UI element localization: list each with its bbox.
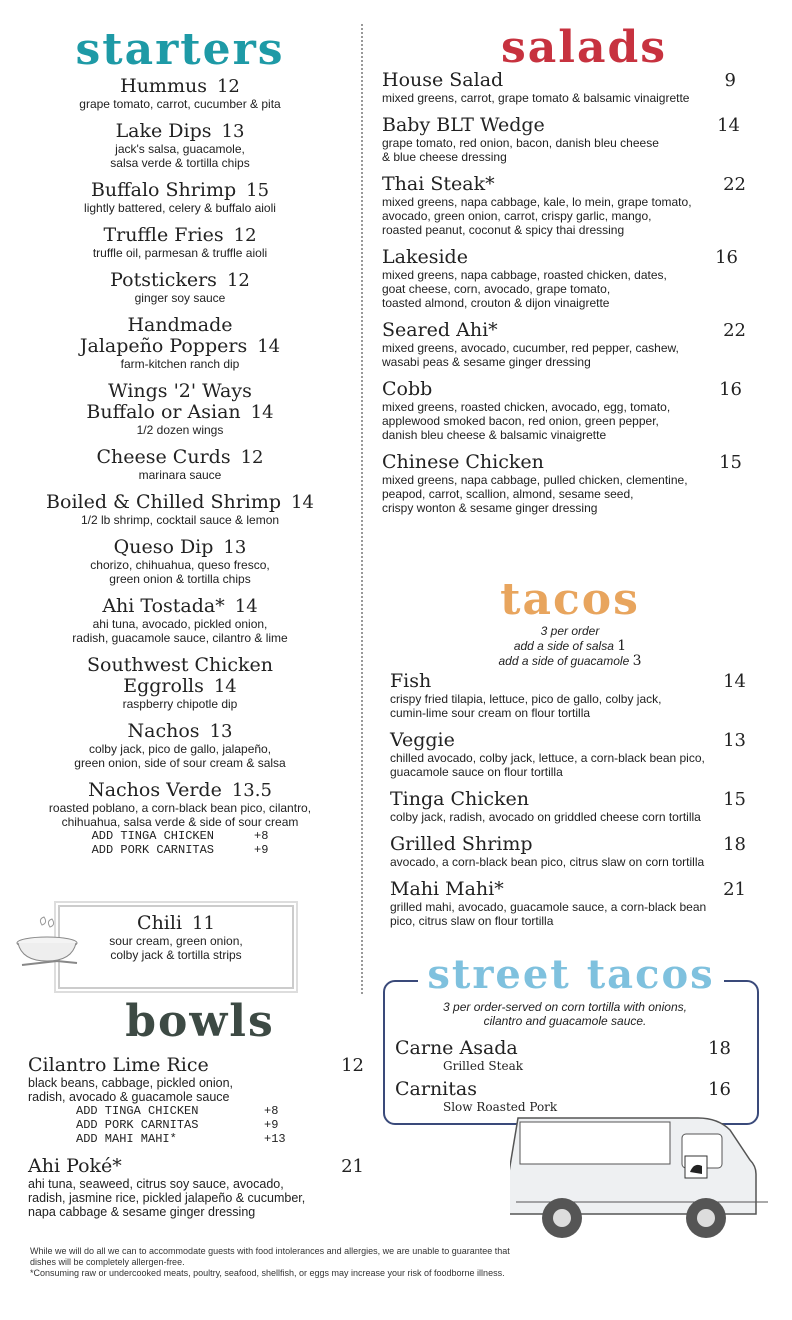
- item-desc: ahi tuna, avocado, pickled onion,: [92, 617, 268, 631]
- item-price: 12: [216, 76, 240, 97]
- tacos-note: 3 per order: [540, 624, 600, 638]
- item-desc: 1/2 lb shrimp, cocktail sauce & lemon: [80, 513, 280, 527]
- menu-item: [20, 596, 340, 645]
- menu-item: [382, 452, 746, 515]
- column-divider: [361, 24, 363, 994]
- addon-row: [28, 1104, 364, 1118]
- item-name: Southwest Chicken: [87, 654, 273, 676]
- item-name: Carnitas: [395, 1078, 477, 1100]
- addon-label: ADD MAHI MAHI*: [76, 1132, 177, 1146]
- tacos-notes: [390, 624, 750, 669]
- item-name: Veggie: [390, 729, 455, 751]
- menu-item: [20, 76, 340, 111]
- item-price: 14: [250, 402, 274, 423]
- addon-label: ADD TINGA CHICKEN: [91, 829, 214, 843]
- addon-price: +9: [264, 1118, 279, 1132]
- menu-item: [382, 115, 746, 164]
- addon-row: [28, 1118, 364, 1132]
- item-desc: avocado, green onion, carrot, crispy garlic, mango,: [382, 209, 652, 223]
- item-desc: radish, avocado & guacamole sauce: [28, 1090, 230, 1104]
- item-desc: crispy wonton & sesame ginger dressing: [382, 501, 598, 515]
- item-price: 15: [723, 789, 746, 810]
- item-name: Mahi Mahi*: [390, 878, 504, 900]
- item-name-line2: Jalapeño Poppers: [79, 335, 248, 357]
- menu-item: [20, 537, 340, 586]
- item-price: 13: [221, 121, 245, 142]
- item-price: 18: [708, 1038, 731, 1059]
- street-note: 3 per order-served on corn tortilla with onions,: [443, 1000, 687, 1014]
- item-desc: pico, citrus slaw on flour tortilla: [390, 914, 554, 928]
- menu-item: [382, 320, 746, 369]
- item-desc: avocado, a corn-black bean pico, citrus slaw on corn tortilla: [390, 855, 705, 869]
- menu-item: [28, 1055, 364, 1146]
- item-desc: goat cheese, corn, avocado, grape tomato,: [382, 282, 611, 296]
- item-price: 14: [723, 671, 746, 692]
- item-price: 13: [209, 721, 233, 742]
- item-name: Buffalo Shrimp: [90, 179, 237, 201]
- item-name: Nachos: [127, 720, 200, 742]
- item-name: Boiled & Chilled Shrimp: [46, 491, 282, 513]
- item-price: 12: [240, 447, 264, 468]
- item-name: Nachos Verde: [88, 779, 222, 801]
- tacos-note: add a side of guacamole 3: [498, 653, 642, 669]
- tacos-note: add a side of salsa 1: [513, 638, 627, 654]
- menu-item: [395, 1038, 735, 1073]
- tacos-list: [390, 671, 746, 928]
- item-desc: green onion & tortilla chips: [109, 572, 251, 586]
- item-name: Hummus: [120, 75, 207, 97]
- disclaimer-line: While we will do all we can to accommodate guests with food intolerances and allergies, we are unable to guarantee that: [30, 1246, 510, 1256]
- item-name: Lake Dips: [115, 120, 212, 142]
- item-name: Ahi Poké*: [28, 1155, 122, 1177]
- item-desc: marinara sauce: [138, 468, 222, 482]
- tacos-note-price: 1: [617, 638, 627, 654]
- addon-price: +8: [254, 829, 269, 843]
- item-price: 16: [719, 379, 742, 400]
- item-desc: colby jack, radish, avocado on griddled cheese corn tortilla: [390, 810, 701, 824]
- item-name: Cheese Curds: [96, 446, 231, 468]
- menu-item: [382, 70, 746, 105]
- menu-item: [20, 225, 340, 260]
- salads-list: [382, 70, 746, 515]
- item-desc: danish bleu cheese & balsamic vinaigrette: [382, 428, 607, 442]
- item-desc: chilled avocado, colby jack, lettuce, a corn-black bean pico,: [390, 751, 705, 765]
- item-desc: mixed greens, roasted chicken, avocado, egg, tomato,: [382, 400, 671, 414]
- item-desc: napa cabbage & sesame ginger dressing: [28, 1205, 256, 1219]
- menu-item: [28, 1156, 364, 1219]
- addon-label: ADD PORK CARNITAS: [76, 1118, 199, 1132]
- menu-item: [20, 270, 340, 305]
- item-desc: mixed greens, avocado, cucumber, red pepper, cashew,: [382, 341, 679, 355]
- item-name: Grilled Shrimp: [390, 833, 533, 855]
- food-truck-icon: [510, 1106, 770, 1246]
- item-desc: Grilled Steak: [443, 1059, 524, 1073]
- addon-row: [20, 829, 340, 843]
- item-desc: wasabi peas & sesame ginger dressing: [382, 355, 591, 369]
- item-desc: sour cream, green onion,: [109, 934, 243, 948]
- item-desc: grape tomato, red onion, bacon, danish bleu cheese: [382, 136, 659, 150]
- menu-item: [20, 381, 340, 437]
- menu-item: [20, 121, 340, 170]
- item-name: Carne Asada: [395, 1037, 518, 1059]
- item-desc: green onion, side of sour cream & salsa: [74, 756, 286, 770]
- item-name: Thai Steak*: [382, 173, 495, 195]
- item-desc: jack's salsa, guacamole,: [115, 142, 245, 156]
- menu-item: [382, 174, 746, 237]
- menu-item: [390, 789, 746, 824]
- item-name-line2: Buffalo or Asian: [86, 401, 241, 423]
- tacos-note-price: 3: [632, 653, 642, 669]
- street-tacos-title-wrap: [418, 951, 724, 998]
- item-name: Cobb: [382, 378, 433, 400]
- item-price: 22: [723, 320, 746, 341]
- tacos-heading: tacos: [500, 574, 640, 625]
- addon-row: [20, 843, 340, 857]
- item-desc: guacamole sauce on flour tortilla: [390, 765, 563, 779]
- menu-item: [390, 879, 746, 928]
- item-desc: grape tomato, carrot, cucumber & pita: [79, 97, 281, 111]
- item-price: 21: [341, 1156, 364, 1177]
- item-desc: applewood smoked bacon, red onion, green pepper,: [382, 414, 659, 428]
- item-desc: mixed greens, carrot, grape tomato & balsamic vinaigrette: [382, 91, 690, 105]
- bowls-heading: bowls: [125, 996, 275, 1047]
- item-name: Chili: [137, 912, 183, 934]
- left-column: [20, 0, 340, 865]
- menu-item: [382, 247, 746, 310]
- menu-item: [20, 315, 340, 371]
- item-desc: roasted poblano, a corn-black bean pico, cilantro,: [48, 801, 312, 815]
- item-name-line2: Eggrolls: [123, 675, 204, 697]
- addon-price: +13: [264, 1132, 286, 1146]
- addon-price: +9: [254, 843, 269, 857]
- menu-item: [20, 721, 340, 770]
- item-price: 18: [723, 834, 746, 855]
- item-name: Tinga Chicken: [390, 788, 530, 810]
- item-price: 12: [341, 1055, 364, 1076]
- item-desc: colby jack & tortilla strips: [110, 948, 242, 962]
- allergy-disclaimer: [30, 1246, 530, 1279]
- item-price: 21: [723, 879, 746, 900]
- item-name: Wings '2' Ways: [108, 380, 252, 402]
- item-desc: radish, guacamole sauce, cilantro & lime: [72, 631, 288, 645]
- item-desc: 1/2 dozen wings: [136, 423, 224, 437]
- item-name: Queso Dip: [113, 536, 214, 558]
- menu-item: [20, 655, 340, 711]
- salads-heading: salads: [500, 22, 668, 73]
- item-price: 12: [226, 270, 250, 291]
- item-desc: chorizo, chihuahua, queso fresco,: [90, 558, 270, 572]
- item-price: 16: [715, 247, 738, 268]
- bowls-list: [28, 1055, 364, 1229]
- item-desc: colby jack, pico de gallo, jalapeño,: [88, 742, 272, 756]
- item-desc: mixed greens, napa cabbage, pulled chicken, clementine,: [382, 473, 688, 487]
- chili-box: [58, 905, 294, 989]
- item-name: Truffle Fries: [103, 224, 224, 246]
- item-price: 12: [233, 225, 257, 246]
- menu-item: [390, 834, 746, 869]
- item-desc: lightly battered, celery & buffalo aioli: [84, 201, 276, 215]
- item-desc: roasted peanut, coconut & spicy thai dressing: [382, 223, 625, 237]
- menu-item: [390, 671, 746, 720]
- item-desc: crispy fried tilapia, lettuce, pico de gallo, colby jack,: [390, 692, 662, 706]
- item-name: Seared Ahi*: [382, 319, 498, 341]
- item-desc: mixed greens, napa cabbage, kale, lo mein, grape tomato,: [382, 195, 692, 209]
- menu-item: [20, 447, 340, 482]
- item-name: Potstickers: [110, 269, 217, 291]
- item-desc: salsa verde & tortilla chips: [110, 156, 250, 170]
- tacos-section: [390, 574, 750, 938]
- item-desc: toasted almond, crouton & dijon vinaigrette: [382, 296, 610, 310]
- item-desc: truffle oil, parmesan & truffle aioli: [92, 246, 268, 260]
- item-price: 9: [724, 70, 736, 91]
- item-desc: radish, jasmine rice, pickled jalapeño & cucumber,: [28, 1191, 306, 1205]
- item-price: 15: [719, 452, 742, 473]
- item-price: 14: [717, 115, 740, 136]
- menu-item: [390, 730, 746, 779]
- item-price: 15: [246, 180, 270, 201]
- street-note: cilantro and guacamole sauce.: [483, 1014, 647, 1028]
- disclaimer-line: dishes will be completely allergen-free.: [30, 1257, 185, 1267]
- item-price: 14: [257, 336, 281, 357]
- item-desc: ahi tuna, seaweed, citrus soy sauce, avocado,: [28, 1177, 284, 1191]
- addon-label: ADD PORK CARNITAS: [91, 843, 214, 857]
- item-name: Chinese Chicken: [382, 451, 544, 473]
- item-name: Lakeside: [382, 246, 468, 268]
- item-price: 16: [708, 1079, 731, 1100]
- item-price: 14: [291, 492, 314, 513]
- item-name: House Salad: [382, 69, 504, 91]
- disclaimer-line: *Consuming raw or undercooked meats, poultry, seafood, shellfish, or eggs may increase your risk of foodborne illness.: [30, 1268, 505, 1278]
- street-tacos-notes: [395, 1000, 735, 1028]
- item-price: 14: [234, 596, 258, 617]
- item-desc: & blue cheese dressing: [382, 150, 507, 164]
- addon-label: ADD TINGA CHICKEN: [76, 1104, 199, 1118]
- item-name: Handmade: [127, 314, 233, 336]
- item-desc: cumin-lime sour cream on flour tortilla: [390, 706, 591, 720]
- item-desc: farm-kitchen ranch dip: [120, 357, 240, 371]
- starters-list: [20, 76, 340, 857]
- addon-price: +8: [264, 1104, 279, 1118]
- menu-item: [20, 180, 340, 215]
- item-name: Baby BLT Wedge: [382, 114, 545, 136]
- starters-heading: starters: [75, 24, 285, 75]
- item-name: Cilantro Lime Rice: [28, 1054, 209, 1076]
- item-price: 13: [723, 730, 746, 751]
- item-desc: raspberry chipotle dip: [122, 697, 238, 711]
- item-name: Ahi Tostada*: [102, 595, 225, 617]
- item-name: Fish: [390, 670, 432, 692]
- item-desc: chihuahua, salsa verde & side of sour cream: [61, 815, 299, 829]
- menu-item: [20, 780, 340, 857]
- item-desc: Slow Roasted Pork: [443, 1100, 558, 1114]
- item-price: 14: [213, 676, 237, 697]
- item-price: 13.5: [231, 780, 272, 801]
- street-tacos-heading: street tacos: [427, 951, 715, 998]
- item-price: 22: [723, 174, 746, 195]
- menu-item: [20, 492, 340, 527]
- item-desc: mixed greens, napa cabbage, roasted chicken, dates,: [382, 268, 667, 282]
- chili-bowl-icon: [12, 915, 82, 975]
- item-price: 13: [223, 537, 247, 558]
- right-column: [382, 0, 746, 525]
- item-desc: ginger soy sauce: [134, 291, 226, 305]
- item-desc: black beans, cabbage, pickled onion,: [28, 1076, 234, 1090]
- addon-row: [28, 1132, 364, 1146]
- item-price: 11: [192, 913, 215, 934]
- menu-item: [382, 379, 746, 442]
- item-desc: grilled mahi, avocado, guacamole sauce, a corn-black bean: [390, 900, 707, 914]
- item-desc: peapod, carrot, scallion, almond, sesame seed,: [382, 487, 634, 501]
